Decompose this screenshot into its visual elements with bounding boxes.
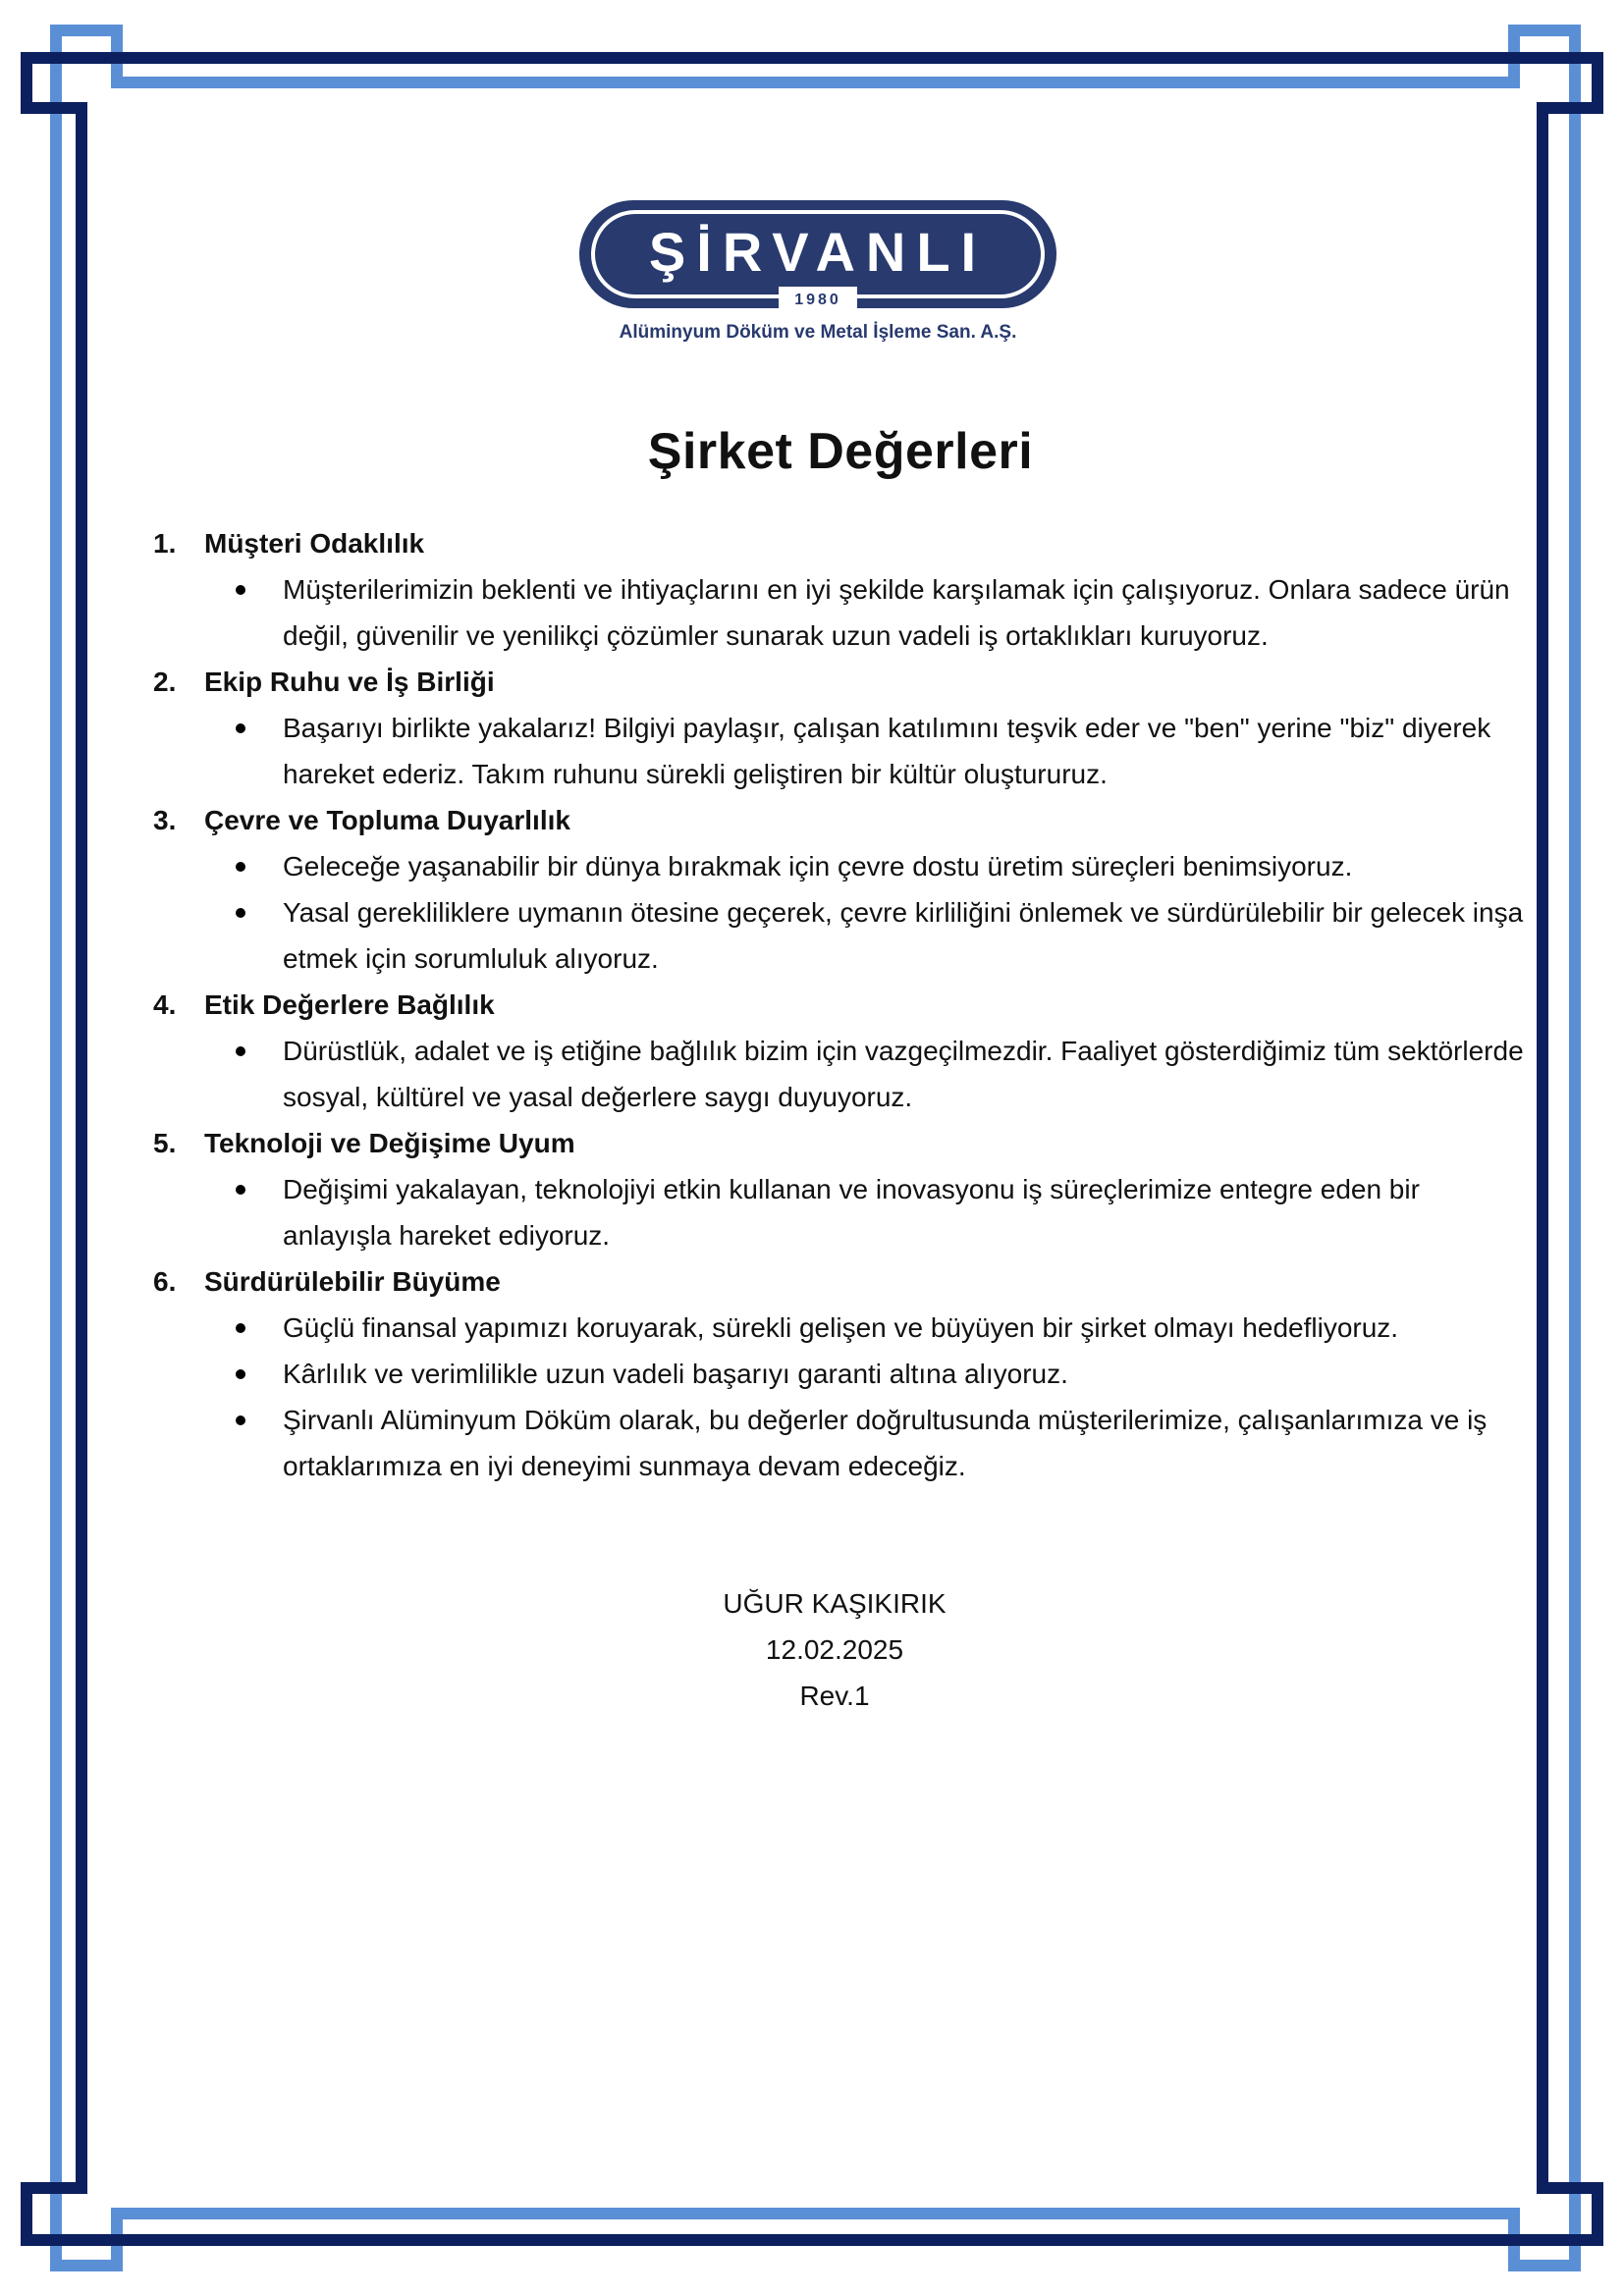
value-bullet-text: Yasal gerekliliklere uymanın ötesine geçerek, çevre kirliliğini önlemek ve sürdürülebilir bir gelecek inşa etmek için sorumluluk alıyoruz.	[283, 897, 1524, 974]
value-bullet-list	[153, 1305, 1528, 1489]
value-item	[153, 520, 1528, 659]
value-bullet	[153, 843, 1528, 889]
value-bullet-list	[153, 566, 1528, 659]
value-number: 3.	[153, 805, 177, 835]
value-bullet-list	[153, 1028, 1528, 1120]
logo-year-text: 1980	[794, 292, 841, 308]
value-heading-text: Etik Değerlere Bağlılık	[204, 989, 495, 1020]
signature-block	[0, 1580, 1624, 1719]
bullet-dot-icon	[236, 1369, 245, 1379]
value-bullet	[153, 889, 1528, 982]
page-title: Şirket Değerleri	[647, 423, 1034, 480]
value-bullet-text: Müşterilerimizin beklenti ve ihtiyaçlarını en iyi şekilde karşılamak için çalışıyoruz. Onlara sadece ürün değil, güvenilir ve yenilikçi çözümler sunarak uzun vadeli iş ortaklıkları kuruyoruz.	[283, 574, 1510, 651]
value-bullet	[153, 1028, 1528, 1120]
value-item	[153, 1258, 1528, 1489]
value-bullet	[153, 1351, 1528, 1397]
bullet-dot-icon	[236, 585, 245, 595]
value-item	[153, 797, 1528, 982]
value-bullet-text: Kârlılık ve verimlilikle uzun vadeli başarıyı garanti altına alıyoruz.	[283, 1359, 1068, 1389]
value-heading	[153, 659, 1528, 705]
value-heading	[153, 982, 1528, 1028]
bullet-dot-icon	[236, 723, 245, 733]
bullet-dot-icon	[236, 1415, 245, 1425]
revision-label: Rev.1	[799, 1681, 870, 1711]
value-heading	[153, 1120, 1528, 1166]
bullet-dot-icon	[236, 1323, 245, 1333]
value-bullet	[153, 566, 1528, 659]
value-heading	[153, 1258, 1528, 1305]
value-bullet-list	[153, 843, 1528, 982]
bullet-dot-icon	[236, 862, 245, 872]
document-content	[153, 422, 1528, 1489]
value-number: 2.	[153, 667, 177, 697]
value-item	[153, 982, 1528, 1120]
value-item	[153, 659, 1528, 797]
signature-date: 12.02.2025	[765, 1634, 904, 1665]
value-bullet-text: Güçlü finansal yapımızı koruyarak, sürekli gelişen ve büyüyen bir şirket olmayı hedefliyoruz.	[283, 1312, 1399, 1343]
value-bullet-text: Geleceğe yaşanabilir bir dünya bırakmak için çevre dostu üretim süreçleri benimsiyoruz.	[283, 851, 1353, 881]
bullet-dot-icon	[236, 1046, 245, 1056]
bullet-dot-icon	[236, 908, 245, 918]
value-bullet-text: Şirvanlı Alüminyum Döküm olarak, bu değerler doğrultusunda müşterilerimize, çalışanlarımıza ve iş ortaklarımıza en iyi deneyimi sunmaya devam edeceğiz.	[283, 1405, 1488, 1481]
logo-tagline-text: Alüminyum Döküm ve Metal İşleme San. A.Ş.	[619, 322, 1017, 343]
value-heading-text: Ekip Ruhu ve İş Birliği	[204, 667, 495, 697]
value-bullet-list	[153, 1166, 1528, 1258]
value-bullet	[153, 1305, 1528, 1351]
value-heading-text: Teknoloji ve Değişime Uyum	[204, 1128, 575, 1158]
value-bullet-text: Başarıyı birlikte yakalarız! Bilgiyi paylaşır, çalışan katılımını teşvik eder ve "ben" yerine "biz" diyerek hareket ederiz. Takım ruhunu sürekli geliştiren bir kültür oluştururuz.	[283, 713, 1491, 789]
value-bullet-list	[153, 705, 1528, 797]
logo-brand-text: ŞİRVANLI	[648, 221, 988, 283]
value-number: 5.	[153, 1128, 177, 1158]
value-heading-text: Çevre ve Topluma Duyarlılık	[204, 805, 570, 835]
company-logo	[575, 196, 1060, 344]
value-heading	[153, 520, 1528, 566]
value-bullet-text: Dürüstlük, adalet ve iş etiğine bağlılık bizim için vazgeçilmezdir. Faaliyet gösterdiğimiz tüm sektörlerde sosyal, kültürel ve yasal değerlere saygı duyuyoruz.	[283, 1036, 1524, 1112]
value-item	[153, 1120, 1528, 1258]
value-bullet-text: Değişimi yakalayan, teknolojiyi etkin kullanan ve inovasyonu iş süreçlerimize entegre eden bir anlayışla hareket ediyoruz.	[283, 1174, 1420, 1251]
value-heading	[153, 797, 1528, 843]
value-number: 6.	[153, 1266, 177, 1297]
value-bullet	[153, 1397, 1528, 1489]
signatory-name: UĞUR KAŞIKIRIK	[723, 1588, 947, 1619]
value-heading-text: Sürdürülebilir Büyüme	[204, 1266, 501, 1297]
value-bullet	[153, 705, 1528, 797]
value-number: 1.	[153, 528, 177, 559]
bullet-dot-icon	[236, 1185, 245, 1195]
value-heading-text: Müşteri Odaklılık	[204, 528, 425, 559]
values-list	[153, 520, 1528, 1489]
value-number: 4.	[153, 989, 177, 1020]
value-bullet	[153, 1166, 1528, 1258]
